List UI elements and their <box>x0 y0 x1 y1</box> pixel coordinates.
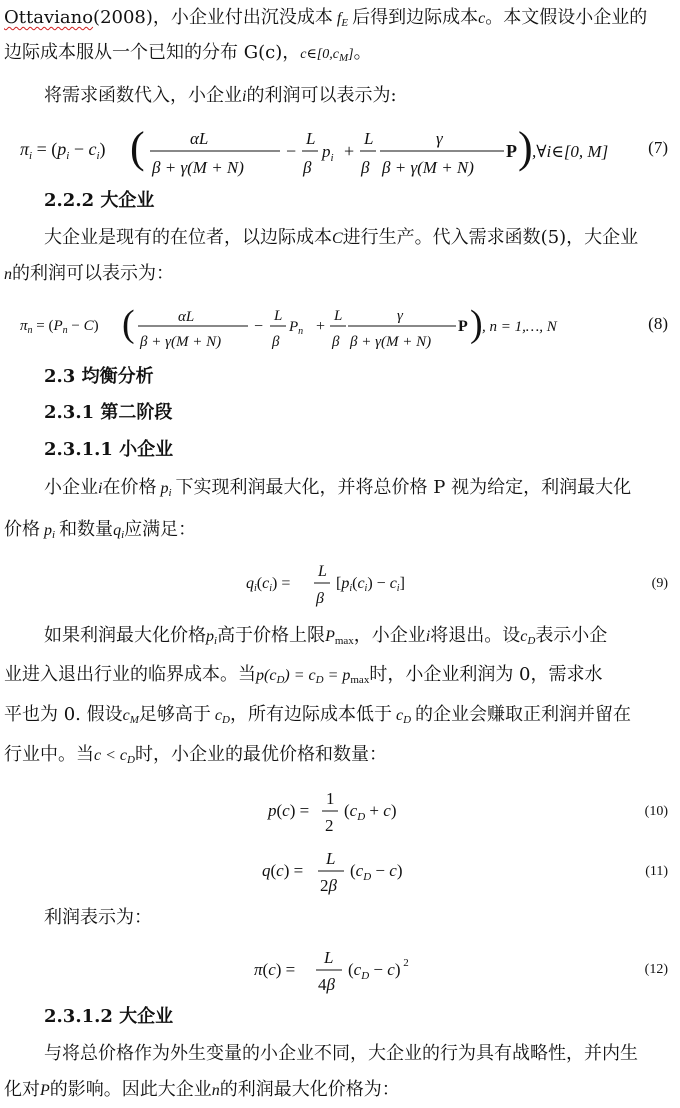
equation-8 <box>0 298 680 354</box>
text-run: 行业中。当 <box>4 744 94 765</box>
svg-text:+: + <box>316 318 326 335</box>
svg-text:,∀i∈[0, M]: ,∀i∈[0, M] <box>532 142 609 161</box>
math-symbol: $c_M$ <box>122 707 139 726</box>
math-symbol: $c\in[0,c_M]$ <box>300 47 354 64</box>
svg-text:β: β <box>316 590 324 607</box>
svg-text:γ: γ <box>397 308 403 324</box>
text-run: 在价格 <box>102 477 157 498</box>
text-run: 的利润可以表示为: <box>246 85 397 106</box>
svg-text:β + γ(M + N): β + γ(M + N) <box>152 158 244 177</box>
text-run: 和数量 <box>59 519 114 540</box>
text-run: 大企业是现有的在位者，以边际成本 <box>44 227 332 248</box>
svg-text:L: L <box>334 308 343 324</box>
paragraph-line <box>4 697 668 738</box>
equation-7-formula <box>0 118 680 180</box>
svg-text:L: L <box>326 849 336 868</box>
section-heading: 2.2.2 大企业 <box>44 190 155 211</box>
math-symbol: $p_i$ <box>156 480 172 499</box>
svg-text:[pi(ci) − ci]: [pi(ci) − ci] <box>336 575 405 594</box>
svg-text:β + γ(M + N): β + γ(M + N) <box>350 334 432 350</box>
text-run: 小企业 <box>44 477 98 498</box>
equation-number: (9) <box>651 576 668 591</box>
text-run: (2008)，小企业付出沉没成本 <box>93 7 333 28</box>
text-run: 。本文假设小企业的 <box>485 7 648 28</box>
equation-7 <box>0 118 680 180</box>
math-symbol: $p_i$ <box>206 628 218 647</box>
svg-text:qi(ci) =: qi(ci) = <box>246 575 291 594</box>
svg-text:+: + <box>344 141 355 161</box>
text-run: 如果利润最大化价格 <box>44 625 206 646</box>
svg-text:p(c) =: p(c) = <box>268 801 310 820</box>
svg-text:(cD − c): $(c_D - c)$ <box>350 861 403 883</box>
svg-text:π(c) =: π(c) = <box>254 960 296 979</box>
math-symbol: n <box>211 1082 220 1099</box>
citation-author: Ottaviano <box>4 7 94 28</box>
svg-text:2: 2 <box>325 816 334 835</box>
equation-11 <box>0 844 680 898</box>
svg-text:P: P <box>458 318 468 335</box>
svg-text:): ) <box>518 123 533 172</box>
svg-text:L: L <box>324 948 334 967</box>
svg-text:2β: 2β <box>320 876 337 895</box>
svg-text:β + γ(M + N): β + γ(M + N) <box>140 334 222 350</box>
text-run: 价格 <box>4 519 40 540</box>
math-symbol: $p_i$ <box>40 522 56 541</box>
text-run: 边际成本服从一个已知的分布 G(c)， <box>4 42 301 63</box>
text-run: 下实现利润最大化，并将总价格 P 视为给定，利润最大化 <box>175 477 632 498</box>
section-heading: 2.3.1 第二阶段 <box>44 402 173 423</box>
svg-text:β: β <box>361 158 370 177</box>
equation-number: (7) <box>648 138 668 157</box>
svg-text:(: ( <box>122 303 135 345</box>
svg-text:): ) <box>470 303 483 345</box>
paragraph-line <box>4 737 668 778</box>
equation-11-formula <box>0 844 680 898</box>
svg-text:αL: αL <box>178 309 195 325</box>
svg-text:−: − <box>254 318 264 335</box>
svg-text:L: L <box>274 308 283 324</box>
math-symbol: $q_i$ <box>113 522 125 541</box>
math-symbol: i <box>425 628 431 645</box>
paragraph-line <box>4 256 668 292</box>
svg-text:L: L <box>364 129 374 148</box>
svg-text:P: P <box>506 141 517 161</box>
text-run: 后得到边际成本 <box>352 7 479 28</box>
svg-text:(cD − c) 2: $(c_D - c)$ $^2$ <box>348 957 409 982</box>
equation-9-formula <box>0 556 680 610</box>
equation-8-formula <box>0 298 680 354</box>
svg-text:L: L <box>306 129 316 148</box>
text-run: ，小企业 <box>353 625 426 646</box>
text-run: 将退出。设 <box>430 625 521 646</box>
svg-text:πi = (pi − ci): $\pi_i = (p_i - c_i)$ <box>20 139 106 162</box>
math-symbol: n <box>4 266 12 283</box>
equation-number: (11) <box>645 864 668 879</box>
svg-text:, n = 1,…, N: , n = 1,…, N <box>482 319 557 335</box>
svg-text:−: − <box>286 141 297 161</box>
math-symbol: $c_D$ <box>391 707 412 726</box>
svg-text:L: L <box>318 563 327 580</box>
text-run: 利润表示为： <box>44 907 152 928</box>
svg-text:1: 1 <box>326 789 335 808</box>
math-symbol: $p(c_D) = c_D = p_{max}$ <box>256 667 370 686</box>
paragraph-line <box>44 900 668 935</box>
math-symbol: c <box>478 10 486 27</box>
equation-10 <box>0 784 680 838</box>
svg-text:β: β <box>272 334 280 350</box>
math-symbol: C <box>332 230 343 247</box>
svg-text:(: ( <box>130 123 145 172</box>
paragraph-line <box>4 512 668 553</box>
paragraph-line <box>44 1036 668 1071</box>
equation-number: (8) <box>648 314 668 333</box>
equation-12-formula <box>0 942 680 998</box>
svg-text:4β: 4β <box>318 975 335 994</box>
math-symbol: i <box>242 88 247 105</box>
text-run: 表示小企 <box>535 625 608 646</box>
text-run: 与将总价格作为外生变量的小企业不同，大企业的行为具有战略性，并内生 <box>44 1043 638 1064</box>
section-heading: 2.3.1.2 大企业 <box>44 1006 174 1027</box>
equation-12 <box>0 942 680 998</box>
text-run: 足够高于 <box>138 704 211 725</box>
math-symbol: $c_D$ <box>520 628 536 647</box>
paragraph-line <box>44 470 668 511</box>
text-run: 平也为 0. 假设 <box>4 704 123 725</box>
paragraph-line <box>4 657 668 698</box>
text-run: 时，小企业的最优价格和数量： <box>134 744 387 765</box>
text-run: 业进入退出行业的临界成本。当 <box>4 664 256 685</box>
text-run: 将需求函数代入，小企业 <box>44 85 242 106</box>
text-run: 高于价格上限 <box>217 625 326 646</box>
equation-number: (10) <box>644 804 668 819</box>
text-run: 。 <box>353 42 372 63</box>
math-symbol: $f_E$ <box>332 10 349 29</box>
paragraph-line <box>44 618 668 659</box>
svg-text:β: β <box>332 334 340 350</box>
paragraph-line <box>4 1072 668 1108</box>
svg-text:αL: αL <box>190 129 209 148</box>
svg-text:pi: $p_i$ <box>322 142 334 164</box>
text-run: 的企业会赚取正利润并留在 <box>415 704 632 725</box>
text-run: 的利润可以表示为： <box>12 263 174 284</box>
svg-text:q(c) =: q(c) = <box>262 861 304 880</box>
section-heading: 2.3.1.1 小企业 <box>44 439 174 460</box>
section-heading: 2.3 均衡分析 <box>44 366 154 387</box>
math-symbol: P <box>40 1082 50 1099</box>
svg-text:β: β <box>303 158 312 177</box>
svg-text:(cD + c): $(c_D + c)$ <box>344 801 397 823</box>
equation-10-formula <box>0 784 680 838</box>
text-run: 的影响。因此大企业 <box>49 1079 212 1100</box>
svg-text:πn = (Pn − C): $\pi_n = (P_n - C)$ <box>20 318 99 336</box>
math-symbol: $c < c_D$ <box>94 747 135 766</box>
text-run: 的利润最大化价格为： <box>219 1079 400 1100</box>
math-symbol: i <box>98 480 103 497</box>
svg-text:Pn: $P_n$ <box>289 319 304 337</box>
equation-9 <box>0 556 680 610</box>
text-run: 化对 <box>4 1079 40 1100</box>
text-run: 进行生产。代入需求函数(5)，大企业 <box>342 227 639 248</box>
paragraph-line <box>44 220 668 256</box>
math-symbol: $P_{max}$ <box>325 628 354 647</box>
text-run: 时，小企业利润为 0，需求水 <box>369 664 603 685</box>
svg-text:γ: γ <box>436 129 443 148</box>
svg-text:β + γ(M + N): β + γ(M + N) <box>382 158 474 177</box>
equation-number: (12) <box>644 962 668 977</box>
text-run: ，所有边际成本低于 <box>229 704 392 725</box>
paragraph-line <box>44 78 668 114</box>
math-symbol: $c_D$ <box>210 707 230 726</box>
paragraph-line <box>4 35 668 76</box>
text-run: 应满足： <box>124 519 197 540</box>
